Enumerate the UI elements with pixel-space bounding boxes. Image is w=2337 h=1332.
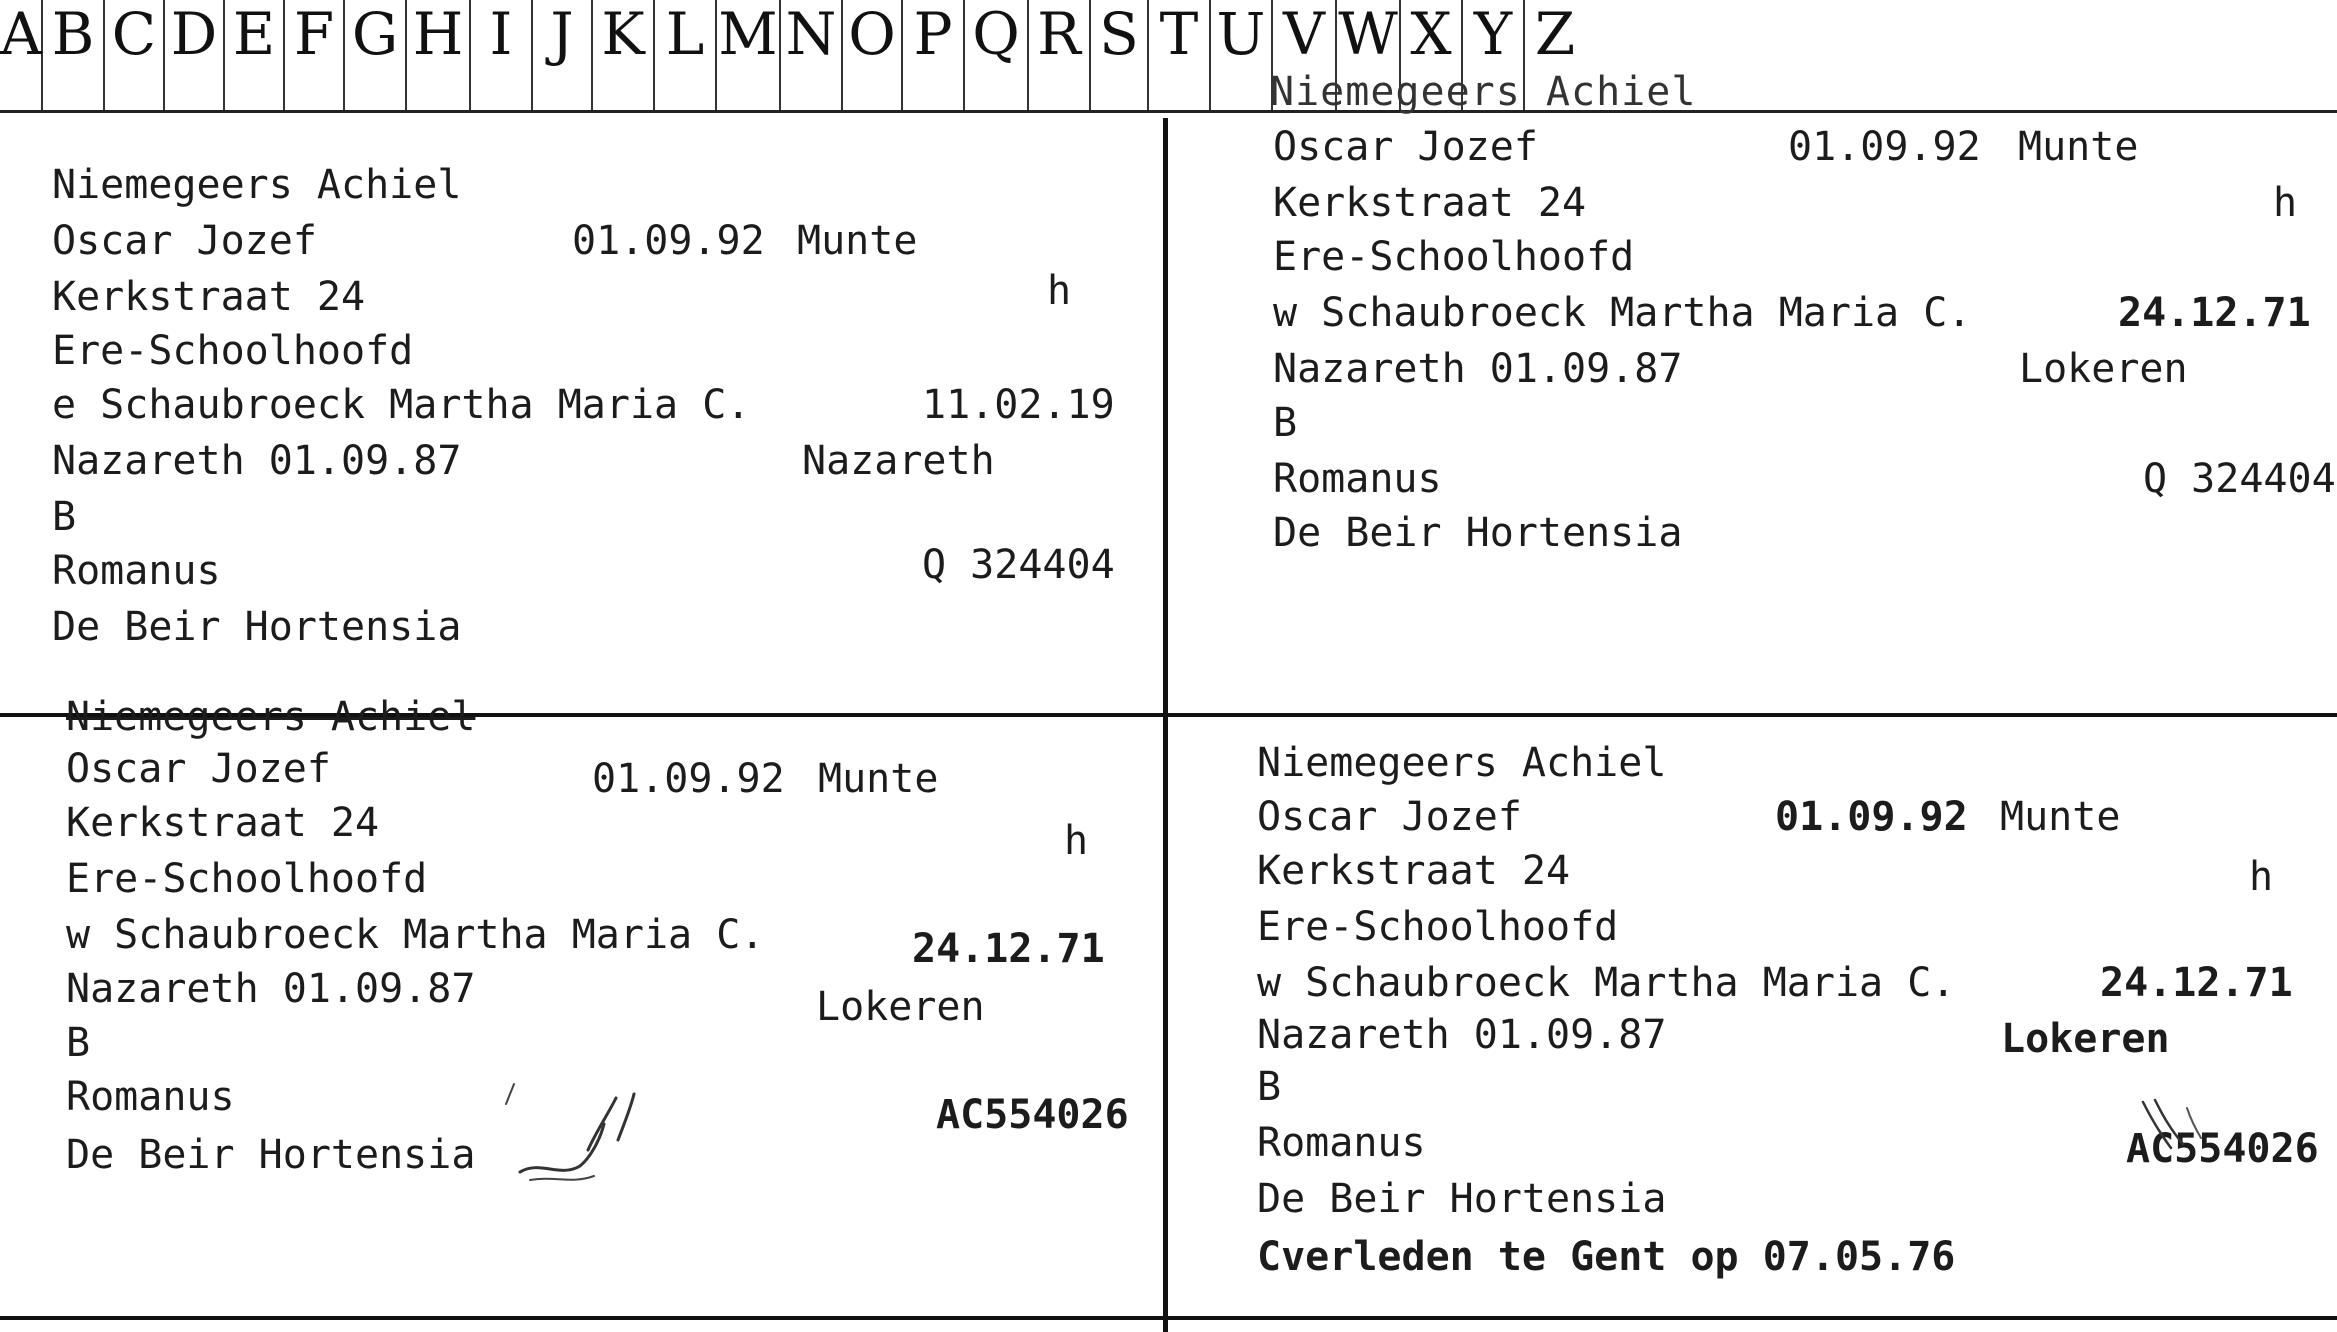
card-birth-date: 01.09.92 — [1788, 124, 1981, 170]
card-given-names: Oscar Jozef — [1257, 794, 1522, 840]
index-letter-label: M — [718, 0, 778, 68]
card-address: Kerkstraat 24 — [52, 274, 366, 320]
card-occupation: Ere-Schoolhoofd — [1257, 904, 1619, 950]
index-letter-label: H — [412, 0, 464, 68]
card-father: Romanus — [52, 548, 221, 594]
card-registration: Nazareth 01.09.87 — [1273, 346, 1683, 392]
card-birth-place: Munte — [797, 218, 918, 264]
record-card-top-left — [52, 162, 1152, 662]
card-record-number: AC554026 — [936, 1092, 1129, 1138]
card-mother: De Beir Hortensia — [52, 604, 462, 650]
card-father: Romanus — [1273, 456, 1442, 502]
card-sex: h — [2273, 180, 2298, 226]
index-letter-label: J — [550, 0, 574, 68]
index-letter-m — [717, 0, 781, 110]
card-mother: De Beir Hortensia — [1273, 510, 1683, 556]
card-occupation: Ere-Schoolhoofd — [52, 328, 414, 374]
index-tab-name: Niemegeers Achiel — [1270, 69, 1697, 115]
letter-index-strip — [0, 0, 2337, 110]
index-letter-c — [105, 0, 165, 110]
index-letter-l — [655, 0, 717, 110]
card-mother: De Beir Hortensia — [66, 1132, 476, 1178]
index-letter-q — [965, 0, 1029, 110]
card-marriage-date: 24.12.71 — [2100, 960, 2293, 1006]
card-residence: Lokeren — [2001, 1016, 2170, 1062]
card-death-note: Cverleden te Gent op 07.05.76 — [1257, 1234, 1956, 1280]
card-marriage-date: 24.12.71 — [2118, 290, 2311, 336]
index-letter-label: F — [293, 0, 335, 68]
index-letter-label: R — [1037, 0, 1081, 68]
record-card-bottom-right — [1257, 740, 2333, 1300]
index-letter-label: T — [1159, 0, 1199, 68]
index-letter-n — [781, 0, 843, 110]
card-registration: Nazareth 01.09.87 — [1257, 1012, 1667, 1058]
card-spouse: w Schaubroeck Martha Maria C. — [1273, 290, 1972, 336]
index-letter-k — [593, 0, 655, 110]
card-address: Kerkstraat 24 — [1273, 180, 1587, 226]
card-address: Kerkstraat 24 — [66, 800, 380, 846]
card-residence: Lokeren — [816, 984, 985, 1030]
card-marriage-date: 11.02.19 — [922, 382, 1115, 428]
card-given-names: Oscar Jozef — [66, 746, 331, 792]
card-mother: De Beir Hortensia — [1257, 1176, 1667, 1222]
card-father: Romanus — [1257, 1120, 1426, 1166]
index-letter-label: D — [170, 0, 218, 68]
card-residence: Lokeren — [2019, 346, 2188, 392]
index-letter-label: V — [1283, 0, 1325, 68]
card-record-number: AC554026 — [2126, 1126, 2319, 1172]
card-status-code: B — [52, 494, 77, 540]
card-occupation: Ere-Schoolhoofd — [66, 856, 428, 902]
handwritten-mark — [2137, 1098, 2217, 1158]
index-letter-o — [843, 0, 903, 110]
card-divider-right — [1168, 713, 2337, 717]
index-letter-label: K — [601, 0, 645, 68]
index-letter-i — [471, 0, 533, 110]
index-letter-label: Z — [1534, 0, 1576, 68]
card-address: Kerkstraat 24 — [1257, 848, 1571, 894]
index-letter-label: C — [111, 0, 157, 68]
card-status-code: B — [66, 1020, 91, 1066]
index-letter-u — [1211, 0, 1273, 110]
index-letter-s — [1091, 0, 1149, 110]
index-letter-f — [285, 0, 345, 110]
card-record-number: Q 324404 — [2143, 456, 2336, 502]
card-residence: Nazareth — [802, 438, 995, 484]
index-strip-baseline — [0, 110, 2337, 113]
index-letter-label: S — [1099, 0, 1139, 68]
handwritten-initials-signature — [500, 1080, 700, 1190]
card-registration: Nazareth 01.09.87 — [66, 966, 476, 1012]
card-sex: h — [2249, 854, 2274, 900]
card-spouse: w Schaubroeck Martha Maria C. — [66, 912, 765, 958]
index-letter-label: P — [913, 0, 953, 68]
index-letter-label: G — [351, 0, 399, 68]
index-letter-t — [1149, 0, 1211, 110]
index-letter-label: B — [51, 0, 95, 68]
card-birth-date: 01.09.92 — [1775, 794, 1968, 840]
index-letter-d — [165, 0, 225, 110]
card-divider-vertical — [1163, 118, 1168, 1332]
card-marriage-date: 24.12.71 — [912, 926, 1105, 972]
card-birth-place: Munte — [818, 756, 939, 802]
index-letter-a — [0, 0, 43, 110]
card-registration: Nazareth 01.09.87 — [52, 438, 462, 484]
index-letter-label: I — [489, 0, 513, 68]
index-letter-e — [225, 0, 285, 110]
index-letter-label: W — [1338, 0, 1398, 68]
index-letter-label: A — [0, 0, 42, 68]
card-status-code: B — [1257, 1064, 1282, 1110]
card-birth-place: Munte — [2018, 124, 2139, 170]
card-name: Niemegeers Achiel — [66, 694, 476, 740]
record-card-bottom-left — [66, 694, 1156, 1254]
card-status-code: B — [1273, 400, 1298, 446]
index-letter-label: Q — [972, 0, 1020, 68]
card-occupation: Ere-Schoolhoofd — [1273, 234, 1635, 280]
index-letter-g — [345, 0, 407, 110]
card-name: Niemegeers Achiel — [1257, 740, 1667, 786]
card-birth-place: Munte — [2000, 794, 2121, 840]
card-sex: h — [1064, 818, 1089, 864]
card-record-number: Q 324404 — [922, 542, 1115, 588]
card-name: Niemegeers Achiel — [52, 162, 462, 208]
index-letter-label: Y — [1473, 0, 1513, 68]
card-spouse: w Schaubroeck Martha Maria C. — [1257, 960, 1956, 1006]
card-birth-date: 01.09.92 — [572, 218, 765, 264]
index-letter-label: O — [848, 0, 896, 68]
card-given-names: Oscar Jozef — [1273, 124, 1538, 170]
index-letter-p — [903, 0, 965, 110]
card-divider-bottom — [0, 1316, 2337, 1320]
index-letter-label: N — [785, 0, 837, 68]
index-letter-r — [1029, 0, 1091, 110]
card-father: Romanus — [66, 1074, 235, 1120]
index-letter-label: L — [665, 0, 705, 68]
card-given-names: Oscar Jozef — [52, 218, 317, 264]
index-letter-h — [407, 0, 471, 110]
record-card-top-right — [1273, 124, 2336, 604]
index-letter-label: E — [232, 0, 276, 68]
index-letter-b — [43, 0, 105, 110]
card-birth-date: 01.09.92 — [592, 756, 785, 802]
index-letter-label: U — [1216, 0, 1266, 68]
card-spouse: e Schaubroeck Martha Maria C. — [52, 382, 751, 428]
index-letter-j — [533, 0, 593, 110]
card-sex: h — [1047, 268, 1072, 314]
index-letter-label: X — [1410, 0, 1452, 68]
